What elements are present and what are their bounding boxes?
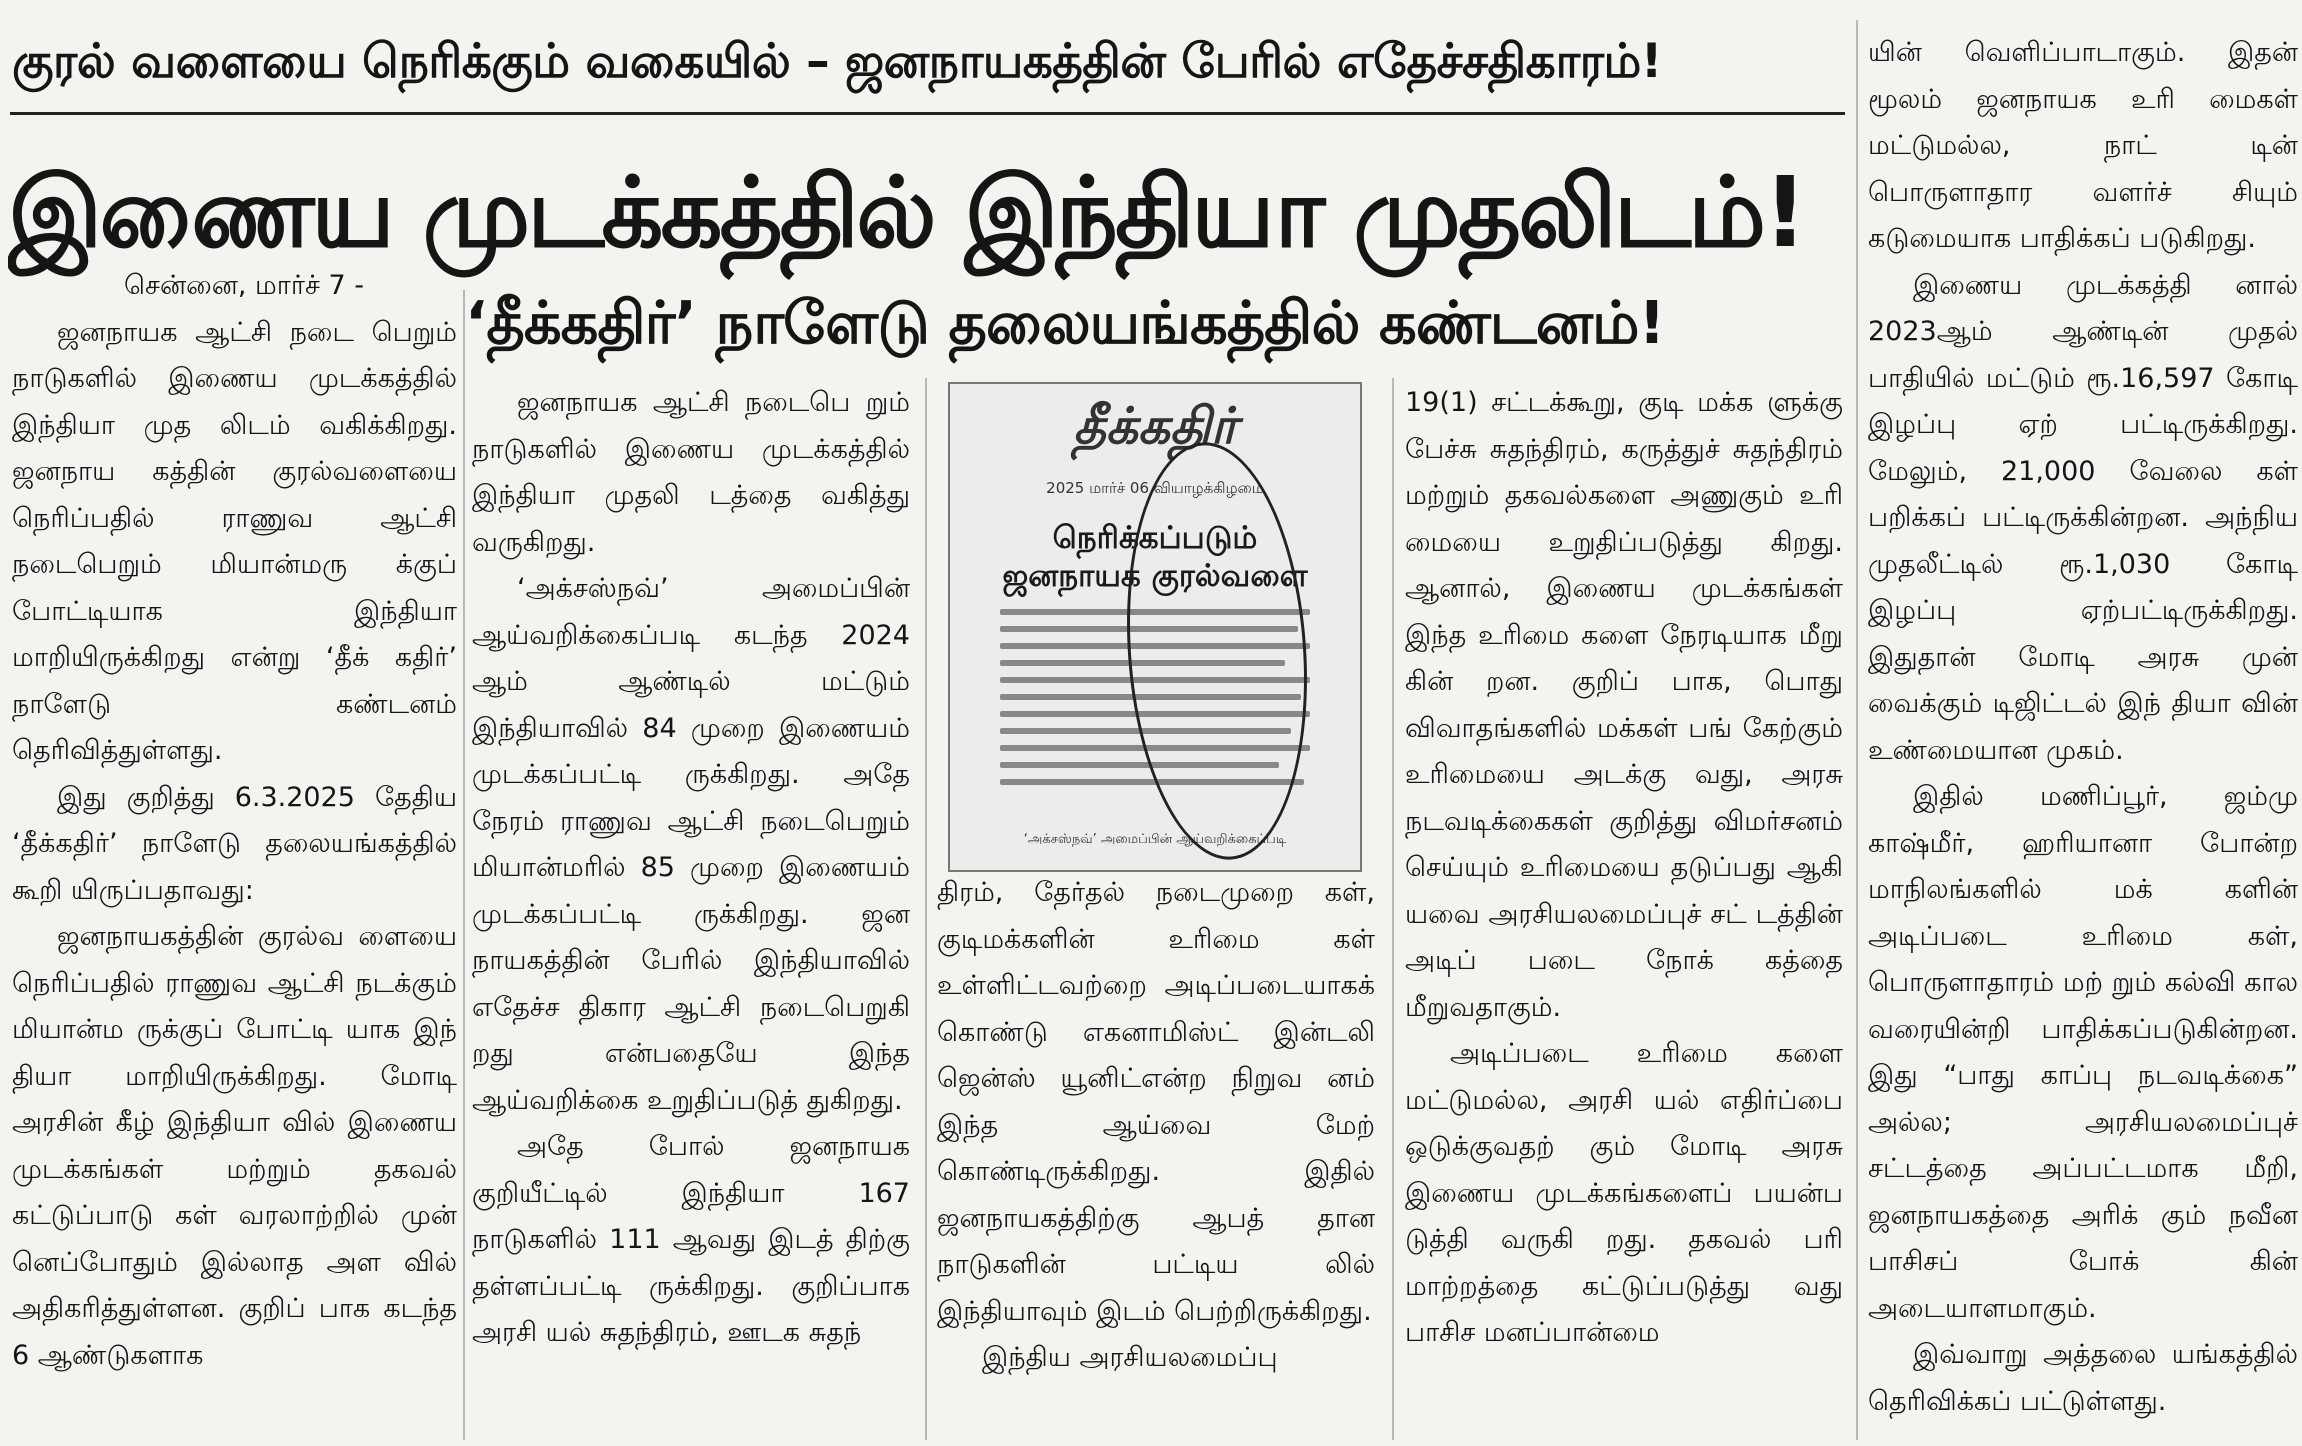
article-column-1 <box>12 263 457 1446</box>
clipping-headline: நெரிக்கப்படும் ஜனநாயக குரல்வளை <box>1002 520 1308 594</box>
article-column-2 <box>472 380 910 1446</box>
article-column-5 <box>1868 30 2298 1446</box>
article-column-4 <box>1405 380 1843 1446</box>
clipping-caption: ‘அக்சஸ்நவ்’ அமைப்பின் ஆய்வறிக்கைப்படி <box>1023 832 1287 847</box>
column-divider <box>463 290 465 1440</box>
paragraph: இந்திய அரசியலமைப்பு <box>982 1342 1278 1373</box>
paragraph: யின் வெளிப்பாடாகும். இதன் மூலம் ஜனநாயக உரி மைகள் மட்டுமல்ல, நாட் டின் பொருளாதார வளர்ச் சியும் கடுமையாக பாதிக்கப் படுகிறது. <box>1868 37 2298 254</box>
article-column-3 <box>937 870 1375 1446</box>
paragraph: இவ்வாறு அத்தலை யங்கத்தில் தெரிவிக்கப் பட்டுள்ளது. <box>1868 1339 2298 1417</box>
paragraph: இணைய முடக்கத்தி னால் 2023ஆம் ஆண்டின் முதல் பாதியில் மட்டும் ரூ.16,597 கோடி இழப்பு ஏற் பட்டிருக்கிறது. மேலும், 21,000 வேலை கள் பறிக்கப் பட்டிருக்கின்றன. அந்நிய முதலீட்டில் ரூ.1,030 கோடி இழப்பு ஏற்பட்டிருக்கிறது. இதுதான் மோடி அரசு முன் வைக்கும் டிஜிட்டல் இந் தியா வின் உண்மையான முகம். <box>1868 269 2298 766</box>
paragraph: அடிப்படை உரிமை களை மட்டுமல்ல, அரசி யல் எதிர்ப்பை ஒடுக்குவதற் கும் மோடி அரசு இணைய முடக்கங்களைப் பயன்ப டுத்தி வருகி றது. தகவல் பரி மாற்றத்தை கட்டுப்படுத்து வது பாசிச மனப்பான்மை <box>1405 1038 1843 1348</box>
paragraph: இது குறித்து 6.3.2025 தேதிய ‘தீக்கதிர்’ நாளேடு தலையங்கத்தில் கூறி யிருப்பதாவது: <box>12 781 457 906</box>
column-divider <box>1392 378 1394 1440</box>
paragraph: ஜனநாயக ஆட்சி நடை பெறும் நாடுகளில் இணைய முடக்கத்தில் இந்தியா முத லிடம் வகிக்கிறது. ஜனநாய கத்தின் குரல்வளையை நெரிப்பதில் ராணுவ ஆட்சி நடைபெறும் மியான்மரு க்குப் போட்டியாக இந்தியா மாறியிருக்கிறது என்று ‘தீக் கதிர்’ நாளேடு கண்டனம் தெரிவித்துள்ளது. <box>12 316 457 766</box>
dateline: சென்னை, மார்ச் 7 - <box>124 270 365 301</box>
paragraph: திரம், தேர்தல் நடைமுறை கள், குடிமக்களின் உரிமை கள் உள்ளிட்டவற்றை அடிப்படையாகக் கொண்டு எகனாமிஸ்ட் இன்டலி ஜென்ஸ் யூனிட்என்ற நிறுவ னம் இந்த ஆய்வை மேற் கொண்டிருக்கிறது. இதில் ஜனநாயகத்திற்கு ஆபத் தான நாடுகளின் பட்டிய லில் இந்தியாவும் இடம் பெற்றிருக்கிறது. <box>937 877 1375 1327</box>
column-divider <box>925 378 927 1440</box>
headline-rule <box>10 112 1845 115</box>
sub-headline: ‘தீக்கதிர்’ நாளேடு தலையங்கத்தில் கண்டனம்! <box>465 288 1665 357</box>
paragraph: ‘அக்சஸ்நவ்’ அமைப்பின் ஆய்வறிக்கைப்படி கடந்த 2024 ஆம் ஆண்டில் மட்டும் இந்தியாவில் 84 முறை இணையம் முடக்கப்பட்டி ருக்கிறது. அதே நேரம் ராணுவ ஆட்சி நடைபெறும் மியான்மரில் 85 முறை இணையம் முடக்கப்பட்டி ருக்கிறது. ஜன நாயகத்தின் பேரில் இந்தியாவில் எதேச்ச திகார ஆட்சி நடைபெறுகி றது என்பதையே இந்த ஆய்வறிக்கை உறுதிப்படுத் துகிறது. <box>472 573 910 1116</box>
paragraph: இதில் மணிப்பூர், ஜம்மு காஷ்மீர், ஹரியானா போன்ற மாநிலங்களில் மக் களின் அடிப்படை உரிமை கள், பொருளாதாரம் மற் றும் கல்வி கால வரையின்றி பாதிக்கப்படுகின்றன. இது “பாது காப்பு நடவடிக்கை” அல்ல; அரசியலமைப்புச் சட்டத்தை அப்பட்டமாக மீறி, ஜனநாயகத்தை அரிக் கும் நவீன பாசிசப் போக் கின் அடையாளமாகும். <box>1868 781 2298 1324</box>
column-divider <box>1856 20 1858 1440</box>
clipping-date: 2025 மார்ச் 06 வியாழக்கிழமை <box>1046 479 1264 497</box>
paragraph: ஜனநாயக ஆட்சி நடைபெ றும் நாடுகளில் இணைய முடக்கத்தில் இந்தியா முதலி டத்தை வகித்து வருகிறது. <box>472 387 910 558</box>
paragraph: 19(1) சட்டக்கூறு, குடி மக்க ளுக்கு பேச்சு சுதந்திரம், கருத்துச் சுதந்திரம் மற்றும் தகவல்களை அணுகும் உரி மையை உறுதிப்படுத்து கிறது. ஆனால், இணைய முடக்கங்கள் இந்த உரிமை களை நேரடியாக மீறு கின் றன. குறிப் பாக, பொது விவாதங்களில் மக்கள் பங் கேற்கும் உரிமையை அடக்கு வது, அரசு நடவடிக்கைகள் குறித்து விமர்சனம் செய்யும் உரிமையை தடுப்பது ஆகி யவை அரசியலமைப்புச் சட் டத்தின் அடிப் படை நோக் கத்தை மீறுவதாகும். <box>1405 387 1843 1023</box>
kicker-headline: குரல் வளையை நெரிக்கும் வகையில் – ஜனநாயகத்தின் பேரில் எதேச்சதிகாரம்! <box>12 34 1662 89</box>
main-headline: இணைய முடக்கத்தில் இந்தியா முதலிடம்! <box>8 156 1805 269</box>
paragraph: அதே போல் ஜனநாயக குறியீட்டில் இந்தியா 167 நாடுகளில் 111 ஆவது இடத் திற்கு தள்ளப்பட்டி ருக்கிறது. குறிப்பாக அரசி யல் சுதந்திரம், ஊடக சுதந் <box>472 1131 910 1348</box>
editorial-clipping-image <box>948 382 1362 872</box>
clipping-masthead: தீக்கதிர் <box>1073 396 1237 455</box>
highlight-circle <box>1114 436 1321 865</box>
paragraph: ஜனநாயகத்தின் குரல்வ ளையை நெரிப்பதில் ராணுவ ஆட்சி நடக்கும் மியான்ம ருக்குப் போட்டி யாக இந் தியா மாறியிருக்கிறது. மோடி அரசின் கீழ் இந்தியா வில் இணைய முடக்கங்கள் மற்றும் தகவல் கட்டுப்பாடு கள் வரலாற்றில் முன் னெப்போதும் இல்லாத அள வில் அதிகரித்துள்ளன. குறிப் பாக கடந்த 6 ஆண்டுகளாக <box>12 921 457 1371</box>
